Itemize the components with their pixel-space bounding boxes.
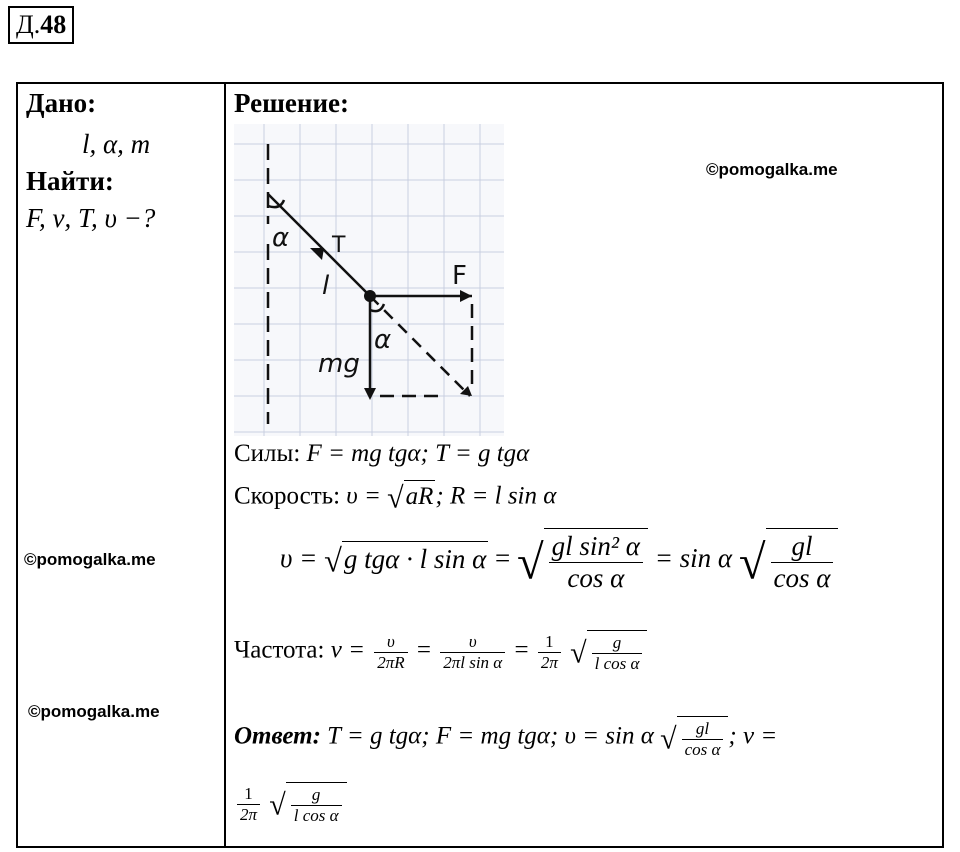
find-values: F, ν, T, υ −? xyxy=(26,203,156,233)
answer-frequency-line xyxy=(234,782,347,826)
answer-tail: ; ν = xyxy=(728,722,778,750)
sqrt-radicand: aR xyxy=(404,480,436,511)
fraction-denominator: cos α xyxy=(684,740,721,759)
fraction-denominator: cos α xyxy=(773,563,831,593)
forces-formula: F = mg tgα; T = g tgα xyxy=(306,440,530,467)
speed-formula-end: ; R = l sin α xyxy=(435,482,557,510)
speed-expand-lhs: υ = xyxy=(280,543,318,574)
gravity-label: mg xyxy=(318,349,360,379)
problem-prefix: Д. xyxy=(16,10,41,39)
fraction-numerator: 1 xyxy=(538,632,561,653)
fraction-denominator: 2π xyxy=(240,804,258,824)
fraction-numerator: gl xyxy=(682,719,724,740)
sqrt-fraction: √ $\frac{gl}{\text{cos α}}$ xyxy=(739,528,839,594)
frequency-label: Частота: xyxy=(234,636,325,664)
solution-column xyxy=(234,88,934,119)
frequency-line: Частота: ν = $\frac{\upsilon}{2\pi R}$ = $\frac{\upsilon}{\text{2πl sin α}}$ = $\frac{1}{2\pi}$ √ $\frac{g}{\text{l cos α}}$ xyxy=(234,630,647,674)
fraction-denominator: 2π xyxy=(540,652,558,672)
answer-label: Ответ: xyxy=(234,722,321,750)
fraction-denominator: 2πl sin α xyxy=(443,652,503,672)
fraction-denominator: cos α xyxy=(567,563,625,593)
fraction-numerator: gl sin² α xyxy=(549,531,643,563)
force-label: F xyxy=(452,261,467,291)
fraction-numerator: 1 xyxy=(237,784,260,805)
answer-line xyxy=(234,716,777,760)
fraction-numerator: g xyxy=(291,785,342,806)
given-title: Дано: xyxy=(26,88,97,118)
alpha-top-label: α xyxy=(272,223,290,253)
forces-label: Силы: xyxy=(234,440,301,467)
frequency-lhs: ν = xyxy=(330,636,365,664)
speed-expanded-line xyxy=(280,528,838,594)
answer-text: T = g tgα; F = mg tgα; υ = sin α xyxy=(327,722,654,750)
speed-formula-start: υ = xyxy=(346,482,381,510)
column-divider xyxy=(224,84,226,846)
equals-sin: = sin α xyxy=(654,543,733,574)
fraction-numerator: υ xyxy=(440,632,505,653)
speed-line xyxy=(234,480,556,515)
find-title: Найти: xyxy=(26,166,114,196)
sqrt-fraction: √ $\frac{g}{\text{l cos α}}$ xyxy=(570,630,647,674)
sqrt-fraction: √ $\frac{g}{\text{l cos α}}$ xyxy=(269,782,346,826)
fraction-numerator: gl xyxy=(771,531,834,563)
given-column xyxy=(26,88,222,234)
sqrt-fraction: √ $\frac{gl}{\text{cos α}}$ xyxy=(660,716,728,760)
problem-number-value: 48 xyxy=(40,10,67,39)
watermark: ©pomogalka.me xyxy=(706,160,838,179)
fraction-denominator: 2πR xyxy=(377,652,405,672)
forces-line xyxy=(234,440,529,468)
solution-title: Решение: xyxy=(234,88,349,118)
sqrt-fraction: √ $\frac{\text{gl sin² α}}{\text{cos α}}$ xyxy=(517,528,648,594)
fraction-denominator: l cos α xyxy=(594,654,640,673)
problem-number xyxy=(8,6,74,44)
speed-label: Скорость: xyxy=(234,482,341,510)
tension-label: T xyxy=(332,233,346,258)
watermark: ©pomogalka.me xyxy=(24,550,156,569)
sqrt-radicand: g tgα · l sin α xyxy=(342,541,488,575)
equals-sign: = xyxy=(495,543,511,574)
pendulum-diagram xyxy=(234,124,504,436)
sqrt-symbol: √aR xyxy=(387,481,434,515)
fraction-numerator: g xyxy=(592,633,643,654)
watermark: ©pomogalka.me xyxy=(28,702,160,721)
fraction-numerator: υ xyxy=(374,632,407,653)
length-label: l xyxy=(322,271,330,301)
alpha-bottom-label: α xyxy=(374,325,392,355)
given-values: l, α, m xyxy=(82,129,151,159)
sqrt-symbol: √g tgα · l sin α xyxy=(324,541,488,580)
fraction-denominator: l cos α xyxy=(293,806,339,825)
